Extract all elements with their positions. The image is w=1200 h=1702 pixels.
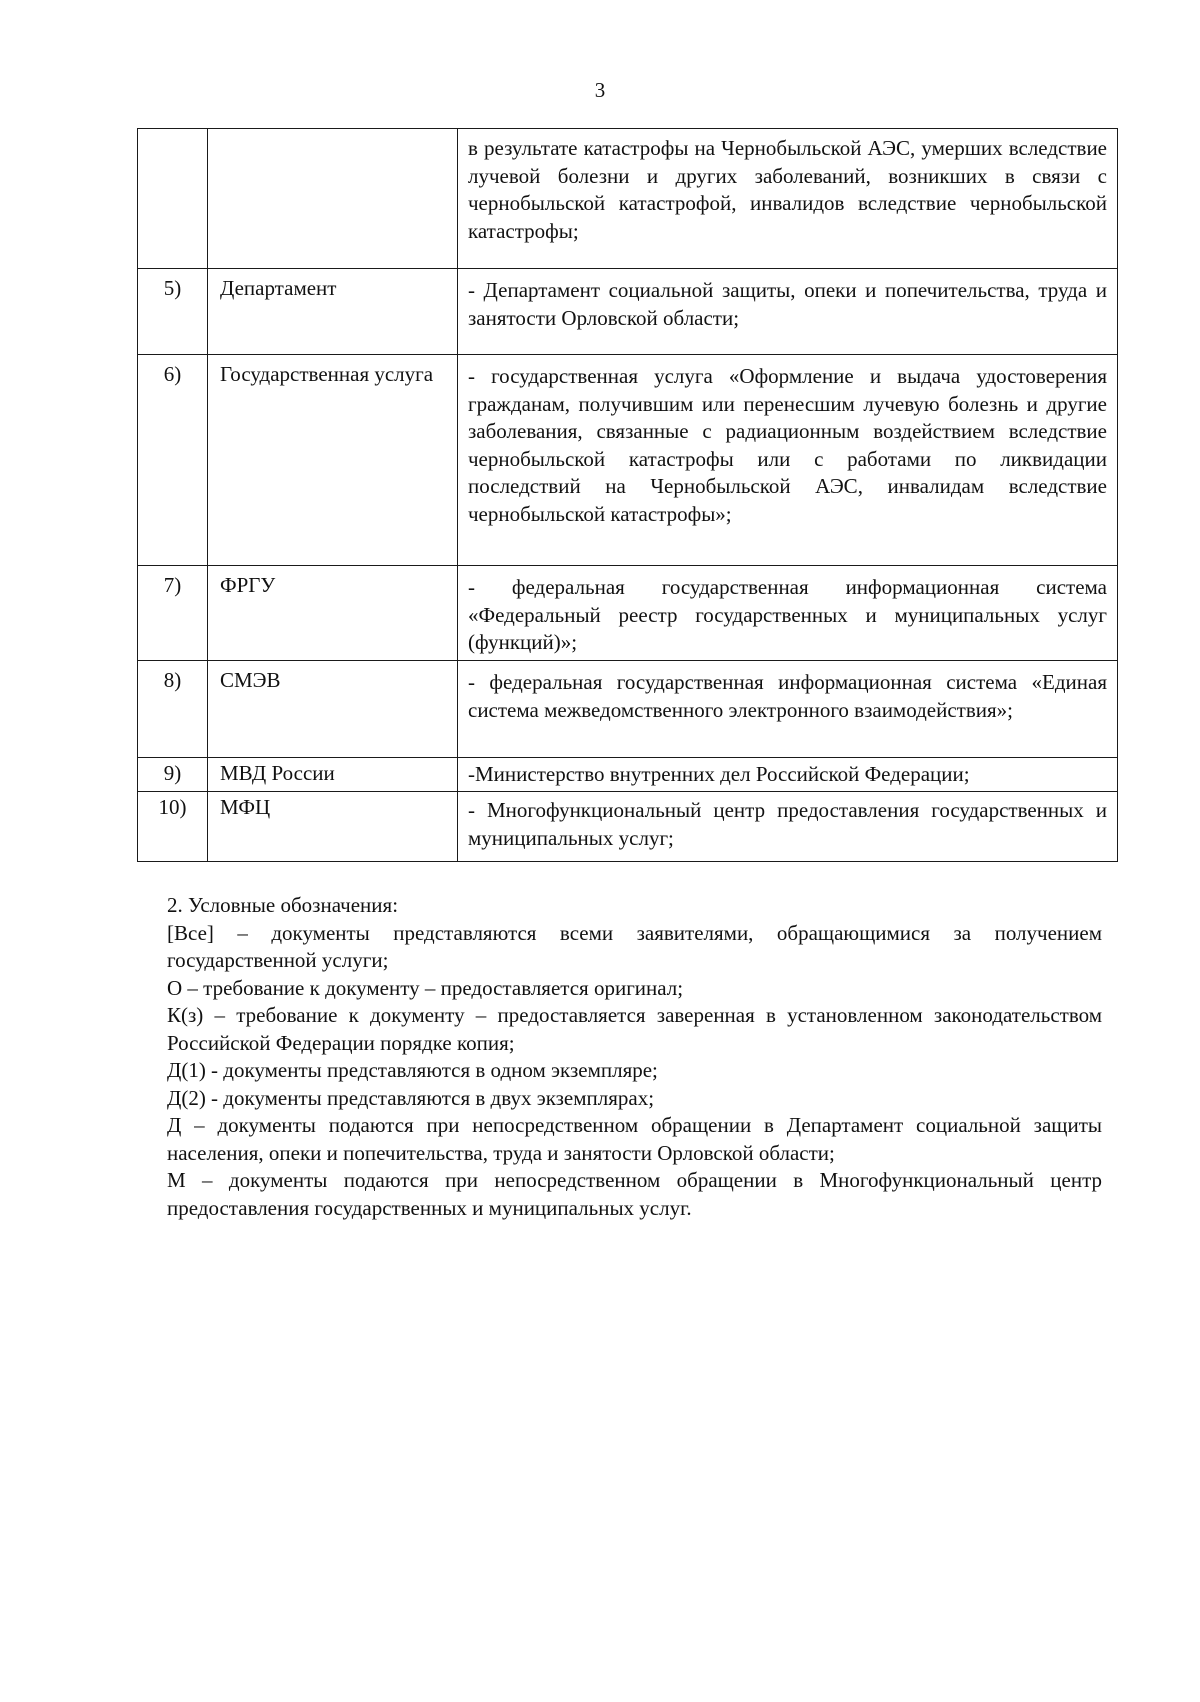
table-row — [138, 129, 1118, 269]
table-row — [138, 566, 1118, 661]
notes-heading: 2. Условные обозначения: — [167, 893, 399, 917]
row-number: 5) — [138, 269, 208, 355]
row-number: 6) — [138, 355, 208, 566]
row-term: ФРГУ — [208, 566, 458, 661]
row-description: - Многофункциональный центр предоставления государственных и муниципальных услуг; — [458, 792, 1118, 862]
definitions-table — [137, 128, 1118, 862]
row-number: 9) — [138, 758, 208, 792]
row-term — [208, 129, 458, 269]
row-description: -Министерство внутренних дел Российской Федерации; — [458, 758, 1118, 792]
note-item: [Все] – документы представляются всеми заявителями, обращающимися за получением государственной услуги; — [167, 920, 1102, 972]
row-description: - федеральная государственная информационная система «Единая система межведомственного электронного взаимодействия»; — [458, 661, 1118, 758]
note-item: О – требование к документу – предоставляется оригинал; — [167, 975, 684, 1000]
table-row — [138, 355, 1118, 566]
note-item: Д – документы подаются при непосредственном обращении в Департамент социальной защиты населения, опеки и попечительства, труда и занятости Орловской области; — [167, 1113, 1102, 1165]
table-row — [138, 758, 1118, 792]
row-number: 10) — [138, 792, 208, 862]
row-description: - Департамент социальной защиты, опеки и попечительства, труда и занятости Орловской области; — [458, 269, 1118, 355]
table-row — [138, 269, 1118, 355]
row-term: Департамент — [208, 269, 458, 355]
row-term: Государственная услуга — [208, 355, 458, 566]
row-description: в результате катастрофы на Чернобыльской АЭС, умерших вследствие лучевой болезни и других заболеваний, возникших в связи с чернобыльской катастрофой, инвалидов вследствие чернобыльской катастрофы; — [458, 129, 1118, 269]
page-number: 3 — [594, 78, 606, 102]
row-number: 7) — [138, 566, 208, 661]
table-row — [138, 792, 1118, 862]
row-number — [138, 129, 208, 269]
row-number: 8) — [138, 661, 208, 758]
row-description: - государственная услуга «Оформление и выдача удостоверения гражданам, получившим или перенесшим лучевую болезнь и другие заболевания, связанные с радиационным воздействием вследствие чернобыльской катастрофы или с работами по ликвидации последствий на Чернобыльской АЭС, инвалидам вследствие чернобыльской катастрофы»; — [458, 355, 1118, 566]
table-row — [138, 661, 1118, 758]
note-item: Д(2) - документы представляются в двух экземплярах; — [167, 1085, 655, 1110]
note-item: М – документы подаются при непосредственном обращении в Многофункциональный центр предоставления государственных и муниципальных услуг. — [167, 1168, 1102, 1220]
notes-section — [167, 892, 1102, 1222]
row-description: - федеральная государственная информационная система «Федеральный реестр государственных и муниципальных услуг (функций)»; — [458, 566, 1118, 661]
row-term: МВД России — [208, 758, 458, 792]
row-term: МФЦ — [208, 792, 458, 862]
row-term: СМЭВ — [208, 661, 458, 758]
note-item: Д(1) - документы представляются в одном экземпляре; — [167, 1058, 658, 1082]
note-item: К(з) – требование к документу – предоставляется заверенная в установленном законодательством Российской Федерации порядке копия; — [167, 1003, 1102, 1055]
